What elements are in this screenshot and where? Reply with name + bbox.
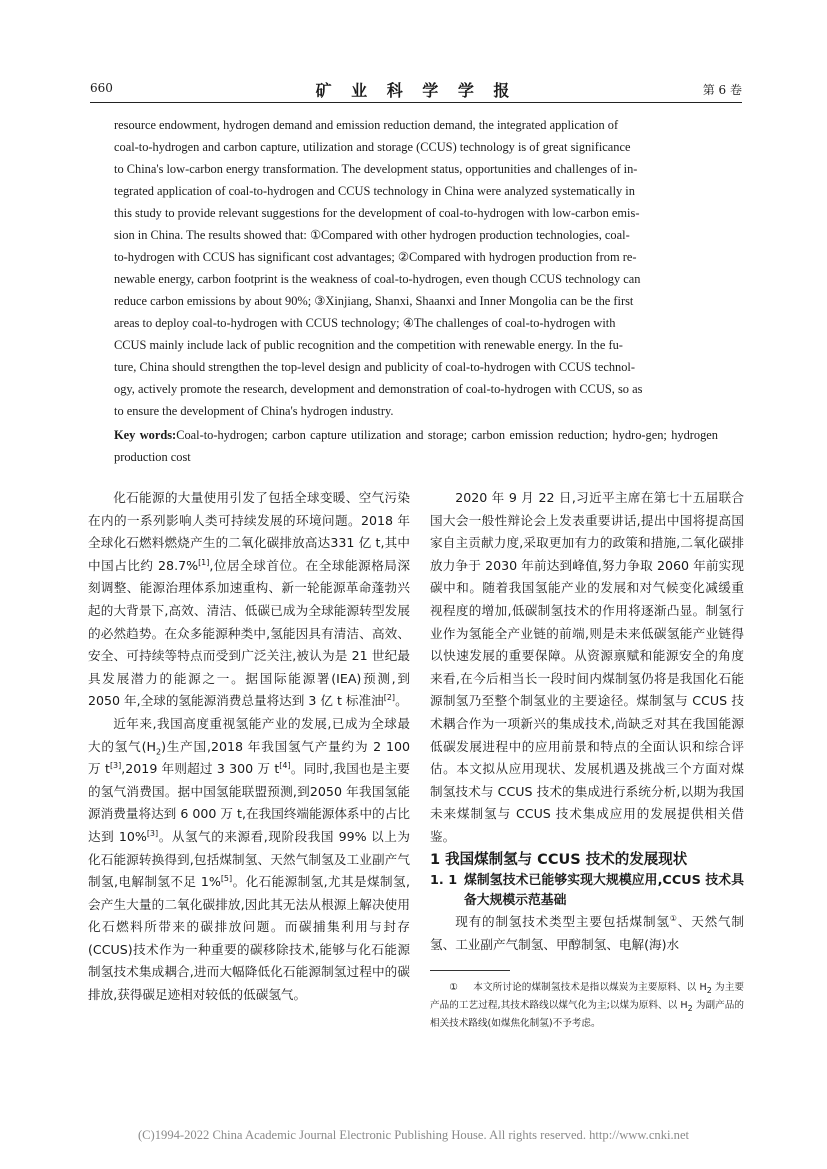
abstract-line: reduce carbon emissions by about 90%; ③Xinjiang, Shanxi, Shaanxi and Inner Mongolia can be the first [114,294,634,308]
abstract-line: to ensure the development of China's hydrogen industry. [114,404,394,418]
abstract-line: newable energy, carbon footprint is the weakness of coal-to-hydrogen, even though CCUS technology can [114,272,641,286]
right-column [430,487,744,1033]
intro-paragraph-2: 近年来,我国高度重视氢能产业的发展,已成为全球最大的氢气$(H_2)$生产国,2018 年我国氢气产量约为 2 100 万 t[3],2019 年则超过 3 300 万 t[4]。同时,我国也是主要的氢气消费国。据中国氢能联盟预测,到2050 年我国氢能源消费量将达到 6 000 万 t,在我国终端能源体系中的占比达到 10%[3]。从氢气的来源看,现阶段我国 99% 以上为化石能源转换得到,包括煤制氢、天然气制氢及工业副产气制氢,电解制氢不足 1%[5]。化石能源制氢,尤其是煤制氢,会产生大量的二氧化碳排放,因此其无法从根源上解决使用化石燃料所带来的碳排放问题。而碳捕集利用与封存(CCUS)技术作为一种重要的碳移除技术,能够与化石能源制氢技术集成耦合,进而大幅降低化石能源制氢过程中的碳排放,获得碳足迹相对较低的低碳氢气。 [88,715,411,1003]
intro-paragraph-1: 化石能源的大量使用引发了包括全球变暖、空气污染在内的一系列影响人类可持续发展的环境问题。2018 年全球化石燃料燃烧产生的二氧化碳排放高达331 亿 t,其中中国占比约 28.7%[1],位居全球首位。在全球能源格局深刻调整、能源治理体系加速重构、新一轮能源革命蓬勃兴起的大背景下,高效、清洁、低碳已成为全球能源转型发展的必然趋势。在众多能源种类中,氢能因具有清洁、高效、安全、可持续等特点而受到广泛关注,被认为是 21 世纪最具发展潜力的能源之一。据国际能源署(IEA)预测,到 2050 年,全球的氢能源消费总量将达到 3 亿 t 标准油[2]。 [88,490,410,709]
abstract-line: sion in China. The results showed that: ①Compared with other hydrogen production technologies, coal- [114,228,630,242]
abstract-line: ture, China should strengthen the top-level design and publicity of coal-to-hydrogen with CCUS technol- [114,360,635,374]
english-abstract [114,114,718,468]
abstract-line: this study to provide relevant suggestions for the development of coal-to-hydrogen with low-carbon emis- [114,206,640,220]
header-rule [90,102,742,103]
intro-paragraph-3: 2020 年 9 月 22 日,习近平主席在第七十五届联合国大会一般性辩论会上发表重要讲话,提出中国将提高国家自主贡献力度,采取更加有力的政策和措施,二氧化碳排放力争于 2030 年前达到峰值,努力争取 2060 年前实现碳中和。随着我国氢能产业的发展和对气候变化减缓重视程度的增加,低碳制氢技术的作用将逐渐凸显。制氢行业作为氢能全产业链的前端,则是未来低碳氢能产业链得以快速发展的重要保障。从资源禀赋和能源安全的角度来看,在今后相当长一段时间内煤制氢仍将是我国化石能源制氢乃至整个制氢业的主要途径。煤制氢与 CCUS 技术耦合作为一项新兴的集成技术,尚缺乏对其在我国能源低碳发展进程中的应用前景和特点的全面认识和综合评估。本文拟从应用现状、发展机遇及挑战三个方面对煤制氢技术与 CCUS 技术的集成进行系统分析,以期为我国未来煤制氢与 CCUS 技术集成应用的发展提供相关借鉴。 [430,490,744,844]
citation[interactable]: [3] [109,760,122,770]
abstract-line: to China's low-carbon energy transformation. The development status, opportunities and challenges of in- [114,162,638,176]
keywords-label: Key words: [114,428,177,442]
section-heading-1-1 [430,871,744,911]
section-number: 1. 1 [430,873,458,889]
citation[interactable]: [3] [146,828,159,838]
keywords [114,424,718,468]
citation[interactable]: [1] [198,557,210,567]
running-header [90,78,742,100]
page-number: 660 [90,81,113,95]
abstract-line: resource endowment, hydrogen demand and emission reduction demand, the integrated application of [114,118,619,132]
section-heading-1: 1 我国煤制氢与 CCUS 技术的发展现状 [430,851,688,868]
keywords-text: Coal-to-hydrogen; carbon capture utilization and storage; carbon emission reduction; hydro-gen; hydrogen production cost [114,428,718,464]
citation[interactable]: [5] [220,873,233,883]
footnote-mark: ① [449,982,458,994]
abstract-line: tegrated application of coal-to-hydrogen and CCUS technology in China were analyzed systematically in [114,184,635,198]
section-paragraph: 现有的制氢技术类型主要包括煤制氢①、天然气制氢、工业副产气制氢、甲醇制氢、电解(海)水 [430,913,745,952]
citation[interactable]: [4] [279,760,291,770]
abstract-line: CCUS mainly include lack of public recognition and the competition with renewable energy. In the fu- [114,338,623,352]
copyright-notice: (C)1994-2022 China Academic Journal Electronic Publishing House. All rights reserved. http://www.cnki.net [137,1128,690,1142]
footnote-marker[interactable]: ① [669,913,678,923]
footnote: ① 本文所讨论的煤制氢技术是指以煤炭为主要原料、以 $H_2$ 为主要产品的工艺过程,其技术路线以煤气化为主;以煤为原料、以 $H_2$ 为副产品的相关技术路线(如煤焦化制氢)不予考虑。 [430,982,744,1030]
footnote-rule [430,970,510,971]
section-title: 煤制氢技术已能够实现大规模应用,CCUS 技术具备大规模示范基础 [464,873,744,909]
journal-title: 矿 业 科 学 学 报 [315,81,517,100]
abstract-line: coal-to-hydrogen and carbon capture, utilization and storage (CCUS) technology is of great significance [114,140,631,154]
citation[interactable]: [2] [383,693,396,703]
volume-number: 第 6 卷 [702,83,742,97]
abstract-body [114,114,718,422]
left-column [88,487,410,1007]
abstract-line: to-hydrogen with CCUS has significant cost advantages; ②Compared with hydrogen production from re- [114,250,637,264]
abstract-line: ogy, actively promote the research, development and demonstration of coal-to-hydrogen with CCUS, so as [114,382,643,396]
abstract-line: areas to deploy coal-to-hydrogen with CCUS technology; ④The challenges of coal-to-hydrogen with [114,316,616,330]
